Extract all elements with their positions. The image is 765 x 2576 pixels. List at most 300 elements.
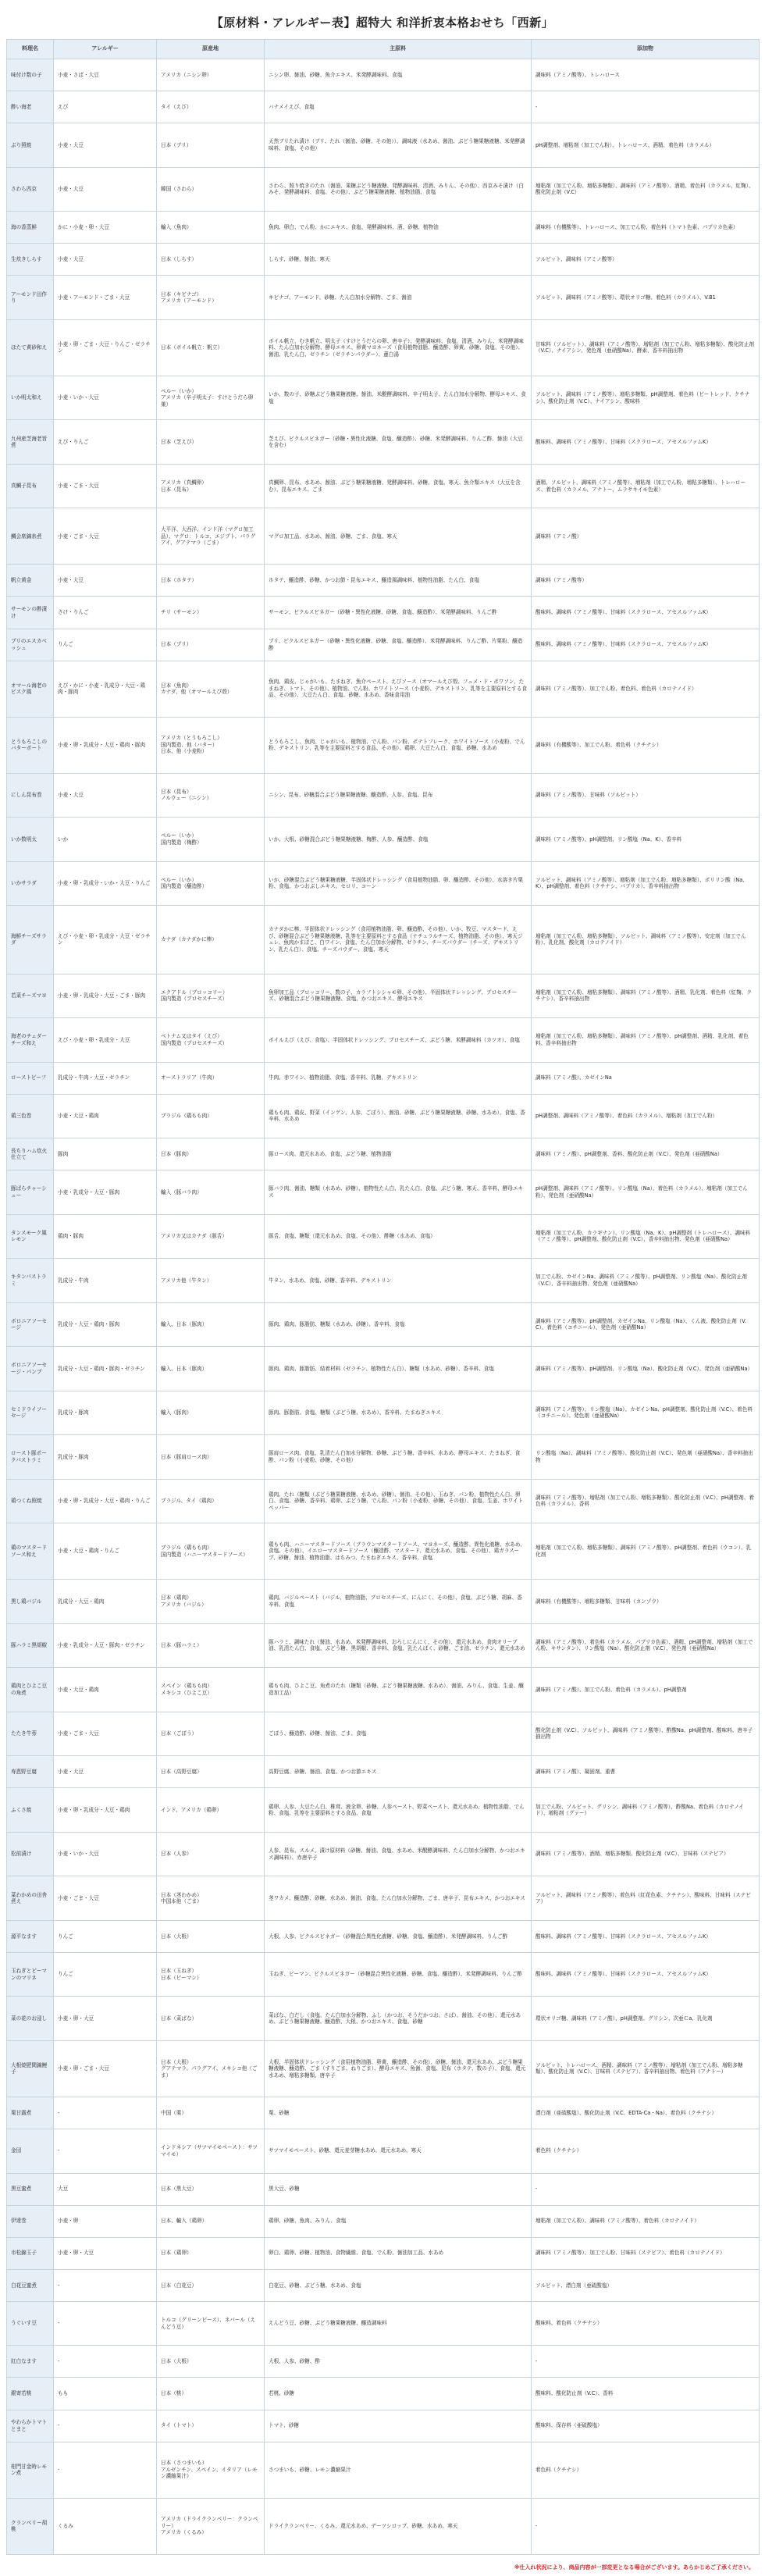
origin-cell: 韓国（さわら）: [157, 167, 265, 212]
table-row: [7, 1623, 760, 1668]
main-ingredients-cell: ボイル帆立、むき帆立、明太子（すけとうだらの卵、唐辛子）、発酵調味料、食塩、清酒、みりん、米発酵調味料、たん白加水分解物、酵母エキス、卵黄マヨネーズ（食用植物油脂、醸造酢、卵黄、砂糖、食塩、その他）、醤油、乳たん白、ゼラチン（ゼラチンパウダー）、蓮白湯: [265, 319, 532, 376]
origin-cell: カナダ（カナダかに棒）: [157, 906, 265, 974]
allergy-cell: 小麦・卵・ごま・大豆・りんご・ゼラチン: [54, 319, 157, 376]
additives-cell: 増粘剤（加工でん粉）、調味料（アミノ酸等）、着色料（カロテノイド）: [532, 2205, 760, 2237]
allergy-cell: 小麦・大豆・鶏肉・りんご: [54, 1523, 157, 1580]
dish-name: さわら西京: [7, 167, 54, 212]
main-ingredients-cell: 鶏卵、人参、大豆たん白、椎茸、液全卵、砂糖、人参ペースト、野菜ペースト、還元水あめ、植物性油脂、でん粉、食塩、乳等を主要原料とする食品、食塩: [265, 1788, 532, 1833]
main-ingredients-cell: ブリ、ピクルスビネガー（砂糖・異性化液糖、砂糖、食塩、醸造酢）、米発酵調味料、りんご酢、片栗粉、醸造酢: [265, 629, 532, 661]
origin-cell: 日本（玉ねぎ） 日本（ピーマン）: [157, 1952, 265, 1997]
additives-cell: 調味料（アミノ酸等）、着色料（カラメル、パプリカ色素）、酒精、pH調整剤、増粘剤（加工でん粉、キサンタン）、リン酸塩（Na）、酸化防止剤（V.C）、発色剤（亜硝酸Na）: [532, 1623, 760, 1668]
additives-cell: 調味料（アミノ酸）、凝固剤、重曹: [532, 1756, 760, 1788]
allergy-cell: りんご: [54, 629, 157, 661]
dish-name: 紅白なます: [7, 2346, 54, 2378]
dish-name: クランベリー胡桃: [7, 2498, 54, 2554]
origin-cell: エクアドル（ブロッコリー） 国内製造（プロセスチーズ）: [157, 974, 265, 1018]
dish-name: 鶏肉とひよこ豆の角煮: [7, 1668, 54, 1712]
table-header-row: [7, 40, 760, 59]
main-ingredients-cell: いか、砂糖混合ぶどう糖果糖液糖、半固体状ドレッシング（食用植物油脂、卵、醸造酢、その他）、水溶き片栗粉、食塩、かつおぶしエキス、セロリ、コーン: [265, 861, 532, 906]
dish-name: 栗甘露煮: [7, 2097, 54, 2129]
dish-name: 金団: [7, 2129, 54, 2174]
additives-cell: 増粘剤（加工でん粉、増粘多糖類）、調味料（アミノ酸等）、酒精、乳化剤、着色料（紅麹、クチナシ）、香辛料抽出物: [532, 974, 760, 1018]
allergy-cell: りんご: [54, 1952, 157, 1997]
allergy-cell: 乳成分・牛肉: [54, 1259, 157, 1303]
additives-cell: 調味料（アミノ酸等）、甘味料（ソルビット）: [532, 773, 760, 818]
additives-cell: 調味料（アミノ酸等）、トレハロース: [532, 59, 760, 91]
main-ingredients-cell: 牛肉、赤ワイン、植物油脂、食塩、香辛料、乳糖、デキストリン: [265, 1062, 532, 1094]
main-ingredients-cell: ニシン卵、醤油、砂糖、魚介エキス、米発酵調味料、食塩: [265, 59, 532, 91]
footnote: ※仕入れ状況により、商品内容が一部変更となる場合がございます。あらかじめご了承ください。: [514, 2564, 754, 2571]
origin-cell: 輸入（魚肉）: [157, 212, 265, 244]
additives-cell: 調味料（アミノ酸等）、加工でん粉、甘味料（ステビア）、着色料（カロテノイド）: [532, 2237, 760, 2269]
dish-name: 帆立黄金: [7, 565, 54, 597]
allergy-cell: えび・小麦・卵・乳成分・大豆: [54, 1018, 157, 1063]
main-ingredients-cell: 鶏肉、バジルペースト（バジル、植物油脂、プロセスチーズ、にんにく、その他）、食塩、ぶどう糖、胡麻、香辛料、食塩: [265, 1580, 532, 1624]
allergy-cell: 大豆: [54, 2173, 157, 2205]
allergy-cell: 小麦・卵・ごま・大豆: [54, 2040, 157, 2097]
main-ingredients-cell: 魚卵加工品（ブロッコリー、数の子、カラフトシシャモ卵、その他）、半固体状ドレッシング、プロセスチーズ、砂糖混合ぶどう糖果糖液糖、食塩、かつおエキス、酵母エキス: [265, 974, 532, 1018]
dish-name: 菜の花のお浸し: [7, 1997, 54, 2041]
additives-cell: リン酸塩（Na）、調味料（アミノ酸等）、酸化防止剤（V.C）、発色剤（亜硝酸Na）、香辛料抽出物: [532, 1435, 760, 1480]
main-ingredients-cell: しらす、砂糖、醤油、寒天: [265, 244, 532, 276]
additives-cell: pH調整剤、調味料（アミノ酸等）、リン酸塩（Na）、着色料（カラメル）、増粘剤（加工でん粉）、発色剤（亜硝酸Na）: [532, 1170, 760, 1215]
main-ingredients-cell: いか、数の子、砂糖ぶどう糖果糖液糖、醤油、米醗酵調味料、辛子明太子、たん白加水分解物、酵母エキス、食塩: [265, 376, 532, 420]
additives-cell: 酸化防止剤（V.C）、ソルビット、調味料（アミノ酸等）、酢酸Na、pH調整剤、酸味料、唐辛子抽出物: [532, 1712, 760, 1756]
table-row: [7, 1523, 760, 1580]
dish-name: 黒豆蜜煮: [7, 2173, 54, 2205]
allergy-cell: 小麦・大豆・鶏肉: [54, 1668, 157, 1712]
additives-cell: 調味料（アミノ酸等）、増粘剤（加工でん粉、増粘多糖類）、酸化防止剤（V.C）、pH調整剤、着色料（カラメル）、香料: [532, 1479, 760, 1523]
allergy-cell: 小麦・乳成分・大豆・豚肉: [54, 1170, 157, 1215]
table-row: [7, 1920, 760, 1952]
dish-name: いか明太和え: [7, 376, 54, 420]
additives-cell: 漂白剤（亜硫酸塩）、酸化防止剤（V.C、EDTA-Ca・Na）、着色料（クチナシ）: [532, 2097, 760, 2129]
origin-cell: タイ（えび）: [157, 91, 265, 123]
origin-cell: 日本（ブリ）: [157, 629, 265, 661]
origin-cell: ブラジル（鶏もも肉）: [157, 1094, 265, 1138]
main-ingredients-cell: いか、大根、砂糖混合ぶどう糖果糖液糖、梅酢、人参、醸造酢、食塩: [265, 818, 532, 862]
additives-cell: 酸味料、着色料（クチナシ）: [532, 2301, 760, 2346]
main-ingredients-cell: 茎ワカメ、醸造酢、砂糖、水あめ、醤油、食塩、たん白加水分解物、ごま、唐辛子、昆布エキス、かつおエキス: [265, 1876, 532, 1921]
origin-cell: 日本（魚肉） カナダ、他（オマールえび殻）: [157, 661, 265, 717]
main-ingredients-cell: 鶏もも肉、ひよこ豆、角煮のたれ（糖類（砂糖、ぶどう糖果糖液糖、水あめ）、醤油、みりん、食塩、生姜、醸造加工品）: [265, 1668, 532, 1712]
additives-cell: ソルビット、調味料（アミノ酸等）、環状オリゴ糖、着色料（カラメル）、V.B1: [532, 276, 760, 320]
origin-cell: 日本、輸入（鶏卵）: [157, 2205, 265, 2237]
table-row: [7, 1302, 760, 1347]
table-body: [7, 59, 760, 2555]
main-ingredients-cell: 菜ばな、白だし（食塩、たん白加水分解物、ふし（かつお、そうだかつお、さば）、醤油、その他）、還元水あめ、ぶどう糖果糖液糖、醸造酢、大根、かつおエキス、食塩、砂糖: [265, 1997, 532, 2041]
main-ingredients-cell: 豚ハラミ、調味たれ（醤油、水あめ、米発酵調味料、おろしにんにく、その他）、還元水あめ、食肉オリーブ油、乳清たん白、食塩、ぶどう糖、黒胡椒、香辛料、食塩、乳たんぱく、砂糖、ごま油、ゼラチン、還元水あめ: [265, 1623, 532, 1668]
origin-cell: 日本（ごぼう）: [157, 1712, 265, 1756]
allergy-cell: -: [54, 2301, 157, 2346]
origin-cell: 日本（白花豆）: [157, 2269, 265, 2301]
additives-cell: -: [532, 2346, 760, 2378]
additives-cell: 酸味料、調味料（アミノ酸等）、甘味料（スクラロース、アセスルファムK）: [532, 629, 760, 661]
origin-cell: アメリカ（真鯛卵） 日本（昆布）: [157, 464, 265, 508]
main-ingredients-cell: 黒大豆、砂糖: [265, 2173, 532, 2205]
table-row: [7, 1391, 760, 1435]
origin-cell: 日本（豚肉）: [157, 1138, 265, 1170]
origin-cell: アメリカ（ドライクランベリー：クランベリー） アメリカ（くるみ）: [157, 2498, 265, 2554]
main-ingredients-cell: 魚肉、卵白、でん粉、かにエキス、食塩、発酵調味料、酒、砂糖、植物油: [265, 212, 532, 244]
additives-cell: 調味料（アミノ酸）、加工でん粉、着色料（カラメル）、pH調整剤: [532, 1668, 760, 1712]
origin-cell: ブラジル（鶏もも肉） 国内製造（ハニーマスタードソース）: [157, 1523, 265, 1580]
dish-name: 豚ばらチャーシュー: [7, 1170, 54, 1215]
origin-cell: 日本（桃）: [157, 2378, 265, 2410]
additives-cell: 酸味料、酸化防止剤（V.C）、香料: [532, 2378, 760, 2410]
main-ingredients-cell: 栗、砂糖: [265, 2097, 532, 2129]
table-row: [7, 1018, 760, 1063]
main-ingredients-cell: 真鯛卵、昆布、水あめ、醤油、ぶどう糖果糖液糖、発酵調味料、砂糖、食塩、寒天、魚介類エキス（大豆を含む）、昆布エキス、ごま: [265, 464, 532, 508]
table-row: [7, 2410, 760, 2442]
additives-cell: 調味料（アミノ酸等）、リン酸塩（Na）、カゼインNa、pH調整剤、酸化防止剤（V.C）、着色料（コチニール）、発色剤（亜硝酸Na）: [532, 1391, 760, 1435]
dish-name: ふくさ焼: [7, 1788, 54, 1833]
main-ingredients-cell: 牛タン、水あめ、食塩、砂糖、香辛料、デキストリン: [265, 1259, 532, 1303]
origin-cell: 日本（人参）: [157, 1832, 265, 1876]
origin-cell: ブラジル、タイ（鶏肉）: [157, 1479, 265, 1523]
dish-name: オマール海老のビスク風: [7, 661, 54, 717]
allergy-cell: かに・小麦・卵・大豆: [54, 212, 157, 244]
main-ingredients-cell: サーモン、ビクルスビネガー（砂糖・異性化液糖、砂糖、食塩、醸造酢）、米発酵調味料、りんご酢: [265, 597, 532, 629]
additives-cell: 調味料（アミノ酸等）、pH調整剤、リン酸塩（Na、K）、香辛料: [532, 818, 760, 862]
main-ingredients-cell: 豚舌、食塩、糖類（還元水あめ、食塩、その他）、酢糖（水あめ、食塩）: [265, 1214, 532, 1259]
header-main-ingredients: 主原料: [265, 40, 532, 59]
dish-name: 鯛会席錦糸煮: [7, 508, 54, 565]
origin-cell: 輸入、日本（豚肉）: [157, 1302, 265, 1347]
origin-cell: 日本（大根）: [157, 2346, 265, 2378]
table-row: [7, 1997, 760, 2041]
main-ingredients-cell: バナメイえび、食塩: [265, 91, 532, 123]
allergy-cell: 鶏肉・豚肉: [54, 1214, 157, 1259]
main-ingredients-cell: 鶏もも肉、鶏皮、野菜（インゲン、人参、ごぼう）、醤油、砂糖、ぶどう糖果糖液糖、砂糖、水あめ）、食塩、香辛料、水あめ: [265, 1094, 532, 1138]
allergy-cell: 小麦・卵・乳成分・大豆・ごま・豚肉: [54, 974, 157, 1018]
origin-cell: 日本（高野豆腐）: [157, 1756, 265, 1788]
dish-name: 黒し鶏バジル: [7, 1580, 54, 1624]
main-ingredients-cell: ホタテ、醸造酢、砂糖、かつお節・昆布エキス、醸造風調味料、植物性油脂、たん白、食塩: [265, 565, 532, 597]
allergy-cell: 乳成分・大豆・鶏肉・豚肉・ゼラチン: [54, 1347, 157, 1391]
allergy-cell: -: [54, 2097, 157, 2129]
additives-cell: 環状オリゴ糖、調味料（アミノ酸）、pH調整剤、グリシン、次亜Ｃa、乳化剤: [532, 1997, 760, 2041]
table-row: [7, 2237, 760, 2269]
additives-cell: 調味料（アミノ酸等）: [532, 565, 760, 597]
allergy-cell: 小麦・大豆: [54, 773, 157, 818]
table-row: [7, 597, 760, 629]
additives-cell: 調味料（アミノ酸）: [532, 508, 760, 565]
table-row: [7, 1170, 760, 1215]
additives-cell: 増粘剤（加工でん粉、増粘多糖類）、調味料（アミノ酸等）、酒精、着色料（カラメル、紅麹）、酸化防止剤（V.C）: [532, 167, 760, 212]
allergy-cell: りんご: [54, 1920, 157, 1952]
table-row: [7, 661, 760, 717]
table-row: [7, 1479, 760, 1523]
additives-cell: 甘味料（ソルビット）、調味料（アミノ酸等）、増粘剤（加工でん粉、増粘多糖類）、酸化防止剤（V.C）、ナイアシン、発色剤（亜硝酸Na）、酵素、香辛料抽出物: [532, 319, 760, 376]
table-row: [7, 2173, 760, 2205]
main-ingredients-cell: 人参、昆布、スルメ、漬け原材料（砂糖、醤油、食塩、水あめ、米醗酵調味料、たん白加水分解物、かつおエキス調味料）、赤唐辛子: [265, 1832, 532, 1876]
allergy-cell: いか: [54, 818, 157, 862]
additives-cell: 調味料（アミノ酸等）、pH調整剤、カゼインNa、リン酸塩（Na）、くん液、酸化防止剤（V.C）、着色料（コチニール）、発色剤（亜硝酸Na）: [532, 1302, 760, 1347]
additives-cell: 調味料（有機酸等）、トレハロース、加工でん粉、着色料（トマト色素、パプリカ色素）: [532, 212, 760, 244]
header-origin: 原産地: [157, 40, 265, 59]
main-ingredients-cell: 白花豆、砂糖、ぶどう糖、水あめ、食塩: [265, 2269, 532, 2301]
dish-name: 鶏のマスタードソース和え: [7, 1523, 54, 1580]
dish-name: 生炊きしらす: [7, 244, 54, 276]
origin-cell: 輸入（豚バラ肉）: [157, 1170, 265, 1215]
table-row: [7, 1952, 760, 1997]
dish-name: 若菜チーズマヨ: [7, 974, 54, 1018]
allergy-cell: 小麦・大豆: [54, 244, 157, 276]
table-row: [7, 123, 760, 168]
table-row: [7, 1788, 760, 1833]
allergy-cell: 小麦・卵・乳成分・大豆・鶏肉: [54, 1788, 157, 1833]
allergy-cell: 乳成分・豚肉: [54, 1435, 157, 1480]
main-ingredients-cell: 鶏もも肉、ハニーマスタードソース（ブラウンマスタードソース、マヨネーズ、醸造酢、異性化液糖、水あめ、食塩、その他）、イエローマスタードソース（醸造酢、マスタード、還元水あめ、食塩、その他）、鶏ガラスープ、砂糖、醤油、植物油脂、はちみつ、たまねぎエキス、香辛料、食塩: [265, 1523, 532, 1580]
allergy-cell: 小麦・乳成分・大豆・豚肉・ゼラチン: [54, 1623, 157, 1668]
additives-cell: 加工でん粉、カゼインNa、調味料（アミノ酸等）、pH調整剤、リン酸塩（Na）、酸化防止剤（V.C）、香辛料抽出物、発色剤（亜硝酸Na）: [532, 1259, 760, 1303]
table-row: [7, 1214, 760, 1259]
allergy-cell: えび・りんご: [54, 420, 157, 465]
additives-cell: 調味料（アミノ酸等）、pH調整剤、リン酸塩（Na）、酸化防止剤（V.C）、発色剤（亜硝酸Na）: [532, 1347, 760, 1391]
allergy-cell: もも: [54, 2378, 157, 2410]
table-row: [7, 2269, 760, 2301]
allergy-cell: 小麦・アーモンド・ごま・大豆: [54, 276, 157, 320]
table-row: [7, 1876, 760, 1921]
origin-cell: 日本（鶏肉） アメリカ（バジル）: [157, 1580, 265, 1624]
additives-cell: pH調整剤、増粘剤（加工でん粉）、トレハロース、酒精、着色料（カラメル）: [532, 123, 760, 168]
dish-name: 九州産芝海老旨煮: [7, 420, 54, 465]
dish-name: ロースト豚ポークパストラミ: [7, 1435, 54, 1480]
table-row: [7, 1138, 760, 1170]
dish-name: サーモンの酢漬け: [7, 597, 54, 629]
allergy-cell: 小麦・卵・乳成分・いか・大豆・りんご: [54, 861, 157, 906]
main-ingredients-cell: 天然ブリたれ漬け（ブリ、たれ（醤油、砂糖、その他））、調味液（水あめ、醤油、ぶどう糖果糖液糖、米発酵調味料、食塩、その他）: [265, 123, 532, 168]
additives-cell: ソルビット、調味料（アミノ酸等）: [532, 244, 760, 276]
main-ingredients-cell: 玉ねぎ、ピーマン、ピクルスビネガー（砂糖混合異性化液糖、砂糖、食塩、醸造酢）、米発酵調味料、りんご酢: [265, 1952, 532, 1997]
origin-cell: 日本（芝えび）: [157, 420, 265, 465]
allergy-cell: えび・かに・小麦・乳成分・大豆・鶏肉・豚肉: [54, 661, 157, 717]
dish-name: セミドライソーセージ: [7, 1391, 54, 1435]
dish-name: 長ちりハム炊火仕立て: [7, 1138, 54, 1170]
additives-cell: ソルビット、調味料（アミノ酸等）、増粘剤（加工でん粉、増粘多糖類）、ポリリン酸（Na、K）、pH調整剤、着色料（クチナシ、パプリカ）、香辛料抽出物: [532, 861, 760, 906]
allergy-cell: えび・小麦・卵・乳成分・大豆・ゼラチン: [54, 906, 157, 974]
allergy-cell: 乳成分・大豆・鶏肉: [54, 1580, 157, 1624]
table-row: [7, 2346, 760, 2378]
allergy-cell: くるみ: [54, 2498, 157, 2554]
dish-name: キタンパストラミ: [7, 1259, 54, 1303]
dish-name: 松前漬け: [7, 1832, 54, 1876]
dish-name: 豚ハラミ黒胡椒: [7, 1623, 54, 1668]
dish-name: 玉ねぎとピーマンのマリネ: [7, 1952, 54, 1997]
main-ingredients-cell: 魚肉、鶏皮、じゃがいも、たまねぎ、魚介ペースト、えびソース（オマールえび殻、フュメ・ド・ポワソン、たまねぎ、トマト、その他）、植物油、でん粉、ホワイトソース（小麦粉、デキストリン、乳等を主要原料とする食品、その他）、大豆たん白、食塩、砂糖、水あめ、香味食用油: [265, 661, 532, 717]
allergy-cell: 小麦・大豆・鶏肉: [54, 1094, 157, 1138]
table-row: [7, 1668, 760, 1712]
table-row: [7, 376, 760, 420]
dish-name: いかサラダ: [7, 861, 54, 906]
additives-cell: ソルビット、トレハロース、酒精、調味料（アミノ酸等）、増粘剤（加工でん粉、増粘多糖類）、酸化防止剤（V.C）、甘味料（ステビア）、香辛料抽出物、着色料（アナトー）: [532, 2040, 760, 2097]
main-ingredients-cell: 高野豆腐、砂糖、醤油、食塩、かつお節エキス: [265, 1756, 532, 1788]
table-row: [7, 276, 760, 320]
allergy-cell: さけ・りんご: [54, 597, 157, 629]
dish-name: ほたて黄砂和え: [7, 319, 54, 376]
origin-cell: ペルー（いか） アメリカ（辛子明太子：すけとうだら卵巣）: [157, 376, 265, 420]
origin-cell: スペイン（鶏もも肉） メキシコ（ひよこ豆）: [157, 1668, 265, 1712]
allergy-cell: 小麦・さば・大豆: [54, 59, 157, 91]
origin-cell: 日本（キビナゴ） アメリカ（アーモンド）: [157, 276, 265, 320]
table-row: [7, 212, 760, 244]
main-ingredients-cell: 芝えび、ビクルスビネガー（砂糖・異性化液糖、食塩、醸造酢）、砂糖、米発酵調味料、りんご酢、醤油（大豆を含む）: [265, 420, 532, 465]
dish-name: ボロニアソーセージ: [7, 1302, 54, 1347]
additives-cell: -: [532, 2173, 760, 2205]
main-ingredients-cell: えんどう豆、砂糖、ぶどう糖果糖液糖、醸造調味料: [265, 2301, 532, 2346]
table-row: [7, 2129, 760, 2174]
dish-name: 寿恵野豆腐: [7, 1756, 54, 1788]
origin-cell: タイ（トマト）: [157, 2410, 265, 2442]
allergy-cell: 小麦・大豆: [54, 123, 157, 168]
additives-cell: 酸味料、調味料（アミノ酸等）、甘味料（スクラロース、アセスルファムK）: [532, 1952, 760, 1997]
additives-cell: pH調整剤、調味料（アミノ酸等）、着色料（カラメル）、増粘剤（加工でん粉）: [532, 1094, 760, 1138]
table-row: [7, 565, 760, 597]
dish-name: タンスモーク風レモン: [7, 1214, 54, 1259]
main-ingredients-cell: 豚肩ロース肉、食塩、乳清たん白加水分解物、砂糖、ぶどう糖、香辛料、水あめ、酵母エキス、たまねぎ、食酢、パン粉（小麦粉、砂糖、その他）: [265, 1435, 532, 1480]
dish-name: とうもろこしのバターボート: [7, 717, 54, 773]
dish-name: 伊達巻: [7, 2205, 54, 2237]
table-row: [7, 2301, 760, 2346]
origin-cell: インド、アメリカ（鶏卵）: [157, 1788, 265, 1833]
dish-name: 大根焼肥間錦鯉子: [7, 2040, 54, 2097]
allergy-cell: 小麦・卵・乳成分・大豆・鶏肉・りんご: [54, 1479, 157, 1523]
additives-cell: 調味料（アミノ酸等）、加工でん粉、着色料、着色料（カロテノイド）: [532, 661, 760, 717]
allergy-cell: 小麦・卵・大豆: [54, 1997, 157, 2041]
main-ingredients-cell: ボイルえび（えび、食塩）、半固体状ドレッシング、プロセスチーズ、ぶどう糖、米酵調味料（カツオ）、食塩: [265, 1018, 532, 1063]
table-row: [7, 420, 760, 465]
origin-cell: 日本（大根）: [157, 1920, 265, 1952]
allergy-cell: 小麦・卵・乳成分・大豆・鶏肉・豚肉: [54, 717, 157, 773]
table-row: [7, 1259, 760, 1303]
table-row: [7, 1712, 760, 1756]
header-dish-name: 料理名: [7, 40, 54, 59]
additives-cell: 酸味料、保存料（亜硫酸塩）: [532, 2410, 760, 2442]
table-row: [7, 861, 760, 906]
additives-cell: 調味料（アミノ酸）、pH調整剤、香料、酸化防止剤（V.C）、発色剤（亜硝酸Na）: [532, 1138, 760, 1170]
origin-cell: チリ（サーモン）: [157, 597, 265, 629]
table-row: [7, 2097, 760, 2129]
main-ingredients-cell: サツマイモペースト、砂糖、還元麦芽糖水あめ、還元水あめ、寒天: [265, 2129, 532, 2174]
main-ingredients-cell: ドライクランベリー、くるみ、還元水あめ、デーツシロップ、砂糖、水あめ、寒天: [265, 2498, 532, 2554]
allergy-cell: 豚肉: [54, 1138, 157, 1170]
origin-cell: 日本（ボイル帆立：帆立）: [157, 319, 265, 376]
table-row: [7, 91, 760, 123]
origin-cell: ペルー（いか） 国内製造（醸造酢）: [157, 861, 265, 906]
table-row: [7, 1832, 760, 1876]
dish-name: ローストビーフ: [7, 1062, 54, 1094]
main-ingredients-cell: 豚肉、豚脂肪、食塩、糖類（ぶどう糖、水あめ）、香辛料、たまねぎエキス: [265, 1391, 532, 1435]
allergy-cell: 乳成分・大豆・鶏肉・豚肉: [54, 1302, 157, 1347]
origin-cell: 日本（豚肩ロース肉）: [157, 1435, 265, 1480]
main-ingredients-cell: 豚肉、鶏肉、豚脂肪、結着材料（ゼラチン、植物性たん白）、糖類（水あめ、砂糖）、香辛料、食塩: [265, 1347, 532, 1391]
allergy-cell: 小麦・いか・大豆: [54, 1832, 157, 1876]
origin-cell: トルコ（グリーンピース）、ネパール（えんどう豆）: [157, 2301, 265, 2346]
dish-name: たたき牛蒡: [7, 1712, 54, 1756]
table-row: [7, 1347, 760, 1391]
main-ingredients-cell: 大根、人参、砂糖、酢: [265, 2346, 532, 2378]
origin-cell: 日本（茎わかめ） 中国本他（ごま）: [157, 1876, 265, 1921]
origin-cell: オーストラリア（牛肉）: [157, 1062, 265, 1094]
table-row: [7, 2205, 760, 2237]
additives-cell: 調味料（アミノ酸等）、酒精、増粘多糖類、酸化防止剤（V.C）、甘味料（ステビア）: [532, 1832, 760, 1876]
additives-cell: 酒精、ソルビット、調味料（アミノ酸等）、増粘剤（加工でん粉、増粘多糖類）、トレハロース、着色料（カラメル、アナトー、ムラサキイモ色素）: [532, 464, 760, 508]
allergy-cell: 小麦・ごま・大豆: [54, 1712, 157, 1756]
additives-cell: ソルビット、漂白剤（亜硫酸塩）: [532, 2269, 760, 2301]
main-ingredients-cell: カナダかに棒、半固体状ドレッシング（食用植物油脂、卵、醸造酢、その他）、いか、牧豆、マスタード、えび、砂糖混合ぶどう糖果糖液糖、乳等を主要原料とする食品（ナチュラルチーズ、植物油脂、その他）、寒天ジュレ、魚肉かまぼこ、白ワイン、食塩、たん白加水分解物、ゼラチン、チーズパウダー（チーズ、デキストリン、乳たん白）、食塩、チーズパウダー、食塩、寒天: [265, 906, 532, 974]
main-ingredients-cell: 鶏肉、たれ（糖類（ぶどう糖果糖液糖、水あめ、砂糖）、醤油、その他）、玉ねぎ、パン粉、植物性たん白、卵白、食塩、砂糖、香辛料、鶏卵、ぶどう糖、でん粉、パン粉（小麦粉、砂糖、その他）、食塩、生姜、ホワイトペッパー: [265, 1479, 532, 1523]
origin-cell: 中国（栗）: [157, 2097, 265, 2129]
main-ingredients-cell: ニシン、昆布、砂糖混合ぶどう糖果糖液糖、醸造酢、人参、食塩、昆布: [265, 773, 532, 818]
allergy-cell: -: [54, 2346, 157, 2378]
origin-cell: 日本（昆布） ノルウェー（ニシン）: [157, 773, 265, 818]
main-ingredients-cell: とうもろこし、魚肉、じゃがいも、植物油、でん粉、パン粉、ポテトフレーク、ホワイトソース（小麦粉、でん粉、デキストリン、乳等を主要原料とする食品、その他）、鶏卵、大豆たん白、食塩、砂糖、水あめ: [265, 717, 532, 773]
additives-cell: 増粘剤（加工でん粉、増粘多糖類）、調味料（アミノ酸等）、pH調整剤、着色料（ウコン）、乳化剤: [532, 1523, 760, 1580]
dish-name: やわらかトマトとまと: [7, 2410, 54, 2442]
allergy-cell: 小麦・いか・大豆: [54, 376, 157, 420]
table-row: [7, 319, 760, 376]
dish-name: 真鯛子昆布: [7, 464, 54, 508]
allergy-cell: -: [54, 2442, 157, 2498]
main-ingredients-cell: マグロ加工品、水あめ、醤油、砂糖、ごま、食塩、寒天: [265, 508, 532, 565]
table-row: [7, 2378, 760, 2410]
table-row: [7, 773, 760, 818]
dish-name: いか数明太: [7, 818, 54, 862]
table-row: [7, 508, 760, 565]
allergy-cell: 小麦・ごま・大豆: [54, 464, 157, 508]
allergy-cell: 小麦・大豆: [54, 1756, 157, 1788]
dish-name: 酢い海老: [7, 91, 54, 123]
origin-cell: 日本（ホタテ）: [157, 565, 265, 597]
main-ingredients-cell: 卵白、鶏卵、砂糖、植物油、食物繊維、食塩、でん粉、醤油加工品、水あめ: [265, 2237, 532, 2269]
origin-cell: ベトナム又はタイ（えび） 国内製造（プロセスチーズ）: [157, 1018, 265, 1063]
dish-name: うぐいす豆: [7, 2301, 54, 2346]
additives-cell: 調味料（有機酸等）、加工でん粉、着色料（クチナシ）: [532, 717, 760, 773]
header-allergy: アレルギー: [54, 40, 157, 59]
main-ingredients-cell: 豚肉、鶏肉、豚脂肪、糖類（水あめ、砂糖）、香辛料、食塩: [265, 1302, 532, 1347]
additives-cell: 着色料（クチナシ）: [532, 2442, 760, 2498]
dish-name: 菜わかめの田舎煮え: [7, 1876, 54, 1921]
table-row: [7, 906, 760, 974]
dish-name: 海老のチェダーチーズ和え: [7, 1018, 54, 1063]
additives-cell: 酸味料、調味料（アミノ酸等）、甘味料（スクラロース、アセスルファムK）: [532, 1920, 760, 1952]
table-row: [7, 974, 760, 1018]
additives-cell: 増粘剤（加工でん粉、カラギナン）、リン酸塩（Na、K）、pH調整剤（トレハロース）、調味料（アミノ酸等）、pH調整剤、酸化防止剤（V.C）、香辛料抽出物、発色剤（亜硝酸Na）: [532, 1214, 760, 1259]
dish-name: 白花豆蜜煮: [7, 2269, 54, 2301]
allergy-cell: 小麦・ごま・大豆: [54, 1876, 157, 1921]
origin-cell: 日本（ブリ）: [157, 123, 265, 168]
origin-cell: 日本（豚ハラミ）: [157, 1623, 265, 1668]
main-ingredients-cell: 大根、半固体状ドレッシング（食用植物油脂、卵黄、醸造酢、その他）、砂糖、醤油、還元水あめ、ぶどう糖果糖液糖、醸造酢、ごま（すりごま、ねりごま）、酵母エキス、魚醤、食塩、昆布（ホタテ、数の子）、食塩、還元水あめ、増粘多糖類、唐辛子: [265, 2040, 532, 2097]
dish-name: アーモンド田作り: [7, 276, 54, 320]
table-row: [7, 1756, 760, 1788]
origin-cell: アメリカ（とうもろこし） 国内製造、他（バター） 日本、他（小麦粉）: [157, 717, 265, 773]
dish-name: ぶり照焼: [7, 123, 54, 168]
main-ingredients-cell: さわら、照り焼きのたれ（醤油、果糖ぶどう糖液糖、発酵調味料、清酒、みりん、その他）、西京みそ漬け（白みそ、発酵調味料、食塩、その他）、ぶどう糖果糖液糖、植物油脂、食塩: [265, 167, 532, 212]
dish-name: 海の香蒸鮮: [7, 212, 54, 244]
dish-name: 海鮮チーズサラダ: [7, 906, 54, 974]
allergy-cell: -: [54, 2269, 157, 2301]
origin-cell: 輸入（豚肉）: [157, 1391, 265, 1435]
additives-cell: -: [532, 2498, 760, 2554]
main-ingredients-cell: 豚バラ肉、醤油、糖類（水あめ、砂糖）、植物性たん白、乳たん白、食塩、ぶどう糖、寒天、香辛料、酵母エキス: [265, 1170, 532, 1215]
additives-cell: 調味料（アミノ酸）、カゼインNa: [532, 1062, 760, 1094]
allergy-cell: 小麦・大豆: [54, 167, 157, 212]
allergy-cell: 乳成分・牛肉・大豆・ゼラチン: [54, 1062, 157, 1094]
allergy-cell: -: [54, 2129, 157, 2174]
table-row: [7, 2442, 760, 2498]
